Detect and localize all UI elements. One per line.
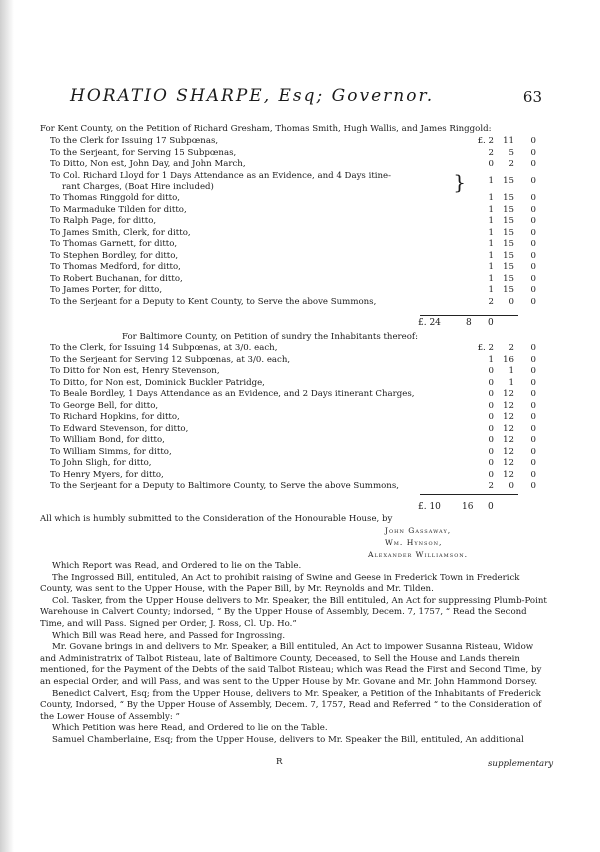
baltimore-row-label: To John Sligh, for ditto, [50, 458, 152, 468]
baltimore-row-label: To Ditto for Non est, Henry Stevenson, [50, 366, 220, 376]
kent-row-shillings: 15 [503, 262, 514, 272]
baltimore-row-label: To Henry Myers, for ditto, [50, 469, 164, 480]
kent-row-pence: 0 [530, 262, 536, 272]
kent-row-pounds: 1 [488, 273, 494, 284]
kent-row-pence: 0 [530, 239, 536, 249]
baltimore-total-shillings: 16 [462, 502, 474, 512]
baltimore-row-pence: 0 [530, 423, 536, 434]
baltimore-heading: For Baltimore County, on Petition of sundry the Inhabitants thereof: [122, 332, 418, 342]
baltimore-row-pence: 0 [530, 446, 536, 457]
baltimore-row [50, 343, 538, 354]
kent-total-rule [420, 315, 518, 316]
baltimore-row-pounds: £. 2 [477, 343, 494, 353]
kent-row [50, 216, 538, 227]
baltimore-row-shillings: 12 [503, 458, 514, 468]
proceeding-paragraph: Which Petition was here Read, and Ordered to lie on the Table. [52, 723, 328, 734]
kent-row-label: To Stephen Bordley, for ditto, [50, 250, 179, 261]
kent-row-shillings: 15 [503, 193, 514, 203]
baltimore-row-label: To George Bell, for ditto, [50, 400, 159, 411]
baltimore-row-shillings: 12 [503, 435, 514, 445]
baltimore-row-pence: 0 [530, 458, 536, 468]
kent-total-pounds: £. 24 [418, 318, 441, 328]
kent-row-pounds: 1 [488, 239, 494, 249]
baltimore-total-rule [420, 494, 518, 495]
kent-row-pence: 0 [530, 250, 536, 261]
baltimore-row [50, 366, 538, 377]
proceedings [40, 561, 550, 747]
baltimore-row-pounds: 0 [488, 469, 494, 480]
kent-row-label: To James Porter, for ditto, [50, 285, 163, 295]
baltimore-row-shillings: 2 [508, 343, 514, 353]
kent-row-shillings: 5 [508, 147, 514, 158]
kent-row-label: To Thomas Medford, for ditto, [50, 262, 181, 272]
baltimore-row [50, 447, 538, 458]
kent-row-shillings: 0 [508, 296, 514, 307]
kent-row-shillings: 15 [503, 216, 514, 226]
kent-row-pounds: 1 [488, 285, 494, 295]
baltimore-row-label: To Beale Bordley, 1 Days Attendance as an Evidence, and 2 Days itinerant Charges, [50, 389, 415, 399]
baltimore-row [50, 435, 538, 446]
kent-row-pounds: 1 [488, 204, 494, 215]
baltimore-row [50, 412, 538, 423]
baltimore-row [50, 481, 538, 492]
baltimore-row-pounds: 0 [488, 389, 494, 399]
proceeding-paragraph: Which Bill was Read here, and Passed for Ingrossing. [52, 630, 286, 641]
baltimore-row-pence: 0 [530, 354, 536, 365]
kent-row [50, 193, 538, 204]
kent-row-pence: 0 [530, 227, 536, 238]
kent-row-pence: 0 [530, 273, 536, 284]
proceeding-paragraph: Mr. Govane brings in and delivers to Mr. Speaker, a Bill entituled, An Act to impower Susanna Risteau, Widow and Administratrix of Talbot Risteau, late of Baltimore County, Deceased, to Sell the House and Lands therein mentioned, for the Payment of the Debts of the said Talbot Risteau; which was Read the First and Second Time, by an especial Order, and will Pass, and was sent to the Upper House by Mr. Govane and Mr. John Hammond Dorsey. [40, 642, 542, 687]
baltimore-row-shillings: 0 [508, 481, 514, 491]
kent-row [50, 274, 538, 285]
baltimore-row-shillings: 12 [503, 400, 514, 411]
kent-row-label: To Thomas Ringgold for ditto, [50, 193, 180, 203]
baltimore-row-pounds: 0 [488, 458, 494, 468]
kent-row [50, 285, 538, 296]
kent-row-pounds: 0 [488, 159, 494, 169]
baltimore-row-shillings: 12 [503, 412, 514, 422]
running-head: HORATIO SHARPE, Esq; Governor. [70, 86, 435, 106]
page-number: 63 [522, 88, 542, 106]
kent-row [50, 262, 538, 273]
kent-row-label: To Robert Buchanan, for ditto, [50, 273, 183, 284]
baltimore-row-pence: 0 [530, 366, 536, 376]
submission-text: All which is humbly submitted to the Consideration of the Honourable House, by [40, 514, 393, 524]
kent-row [50, 228, 538, 239]
catchword: supplementary [488, 759, 554, 769]
baltimore-row-shillings: 1 [508, 366, 514, 376]
baltimore-row [50, 401, 538, 412]
brace-mark: } [453, 169, 466, 194]
baltimore-row-label: To the Serjeant for Serving 12 Subpœnas, at 3/0. each, [50, 354, 291, 365]
baltimore-row-pence: 0 [530, 412, 536, 422]
baltimore-row [50, 378, 538, 389]
baltimore-row-label: To the Serjeant for a Deputy to Baltimore County, to Serve the above Summons, [50, 481, 399, 491]
kent-row-shillings: 15 [503, 227, 514, 238]
baltimore-row-label: To the Clerk, for Issuing 14 Subpœnas, at 3/0. each, [50, 343, 278, 353]
baltimore-row-label: To William Simms, for ditto, [50, 446, 172, 457]
proceeding-paragraph: Col. Tasker, from the Upper House delivers to Mr. Speaker, the Bill entituled, An Act for suppressing Plumb-Point Warehouse in Calvert County; indorsed, “ By the Upper House of Assembly, Decem. 7, 1757, “ Read the Second Time, and will Pass. Signed per Order, J. Ross, Cl. Up. Ho.” [40, 595, 547, 629]
baltimore-row-pence: 0 [530, 435, 536, 445]
kent-row-label: To Thomas Garnett, for ditto, [50, 239, 178, 249]
kent-row [50, 251, 538, 262]
kent-row-label: To the Clerk for Issuing 17 Subpœnas, [50, 136, 219, 146]
kent-row-label-continued: rant Charges, (Boat Hire included) [62, 181, 214, 192]
kent-total-shillings: 8 [466, 318, 472, 328]
kent-row-pence: 0 [530, 147, 536, 158]
proceeding-paragraph: The Ingrossed Bill, entituled, An Act to prohibit raising of Swine and Geese in Frederick Town in Frederick County, was sent to the Upper House, with the Paper Bill, by Mr. Reynolds and Mr. Tilden. [40, 572, 520, 595]
baltimore-row-pounds: 0 [488, 435, 494, 445]
kent-row-shillings: 15 [503, 204, 514, 215]
kent-row-pence: 0 [530, 159, 536, 169]
kent-row [50, 159, 538, 170]
baltimore-row-shillings: 12 [503, 469, 514, 480]
baltimore-row-pounds: 0 [488, 366, 494, 376]
kent-row-shillings: 11 [503, 136, 514, 146]
baltimore-row [50, 389, 538, 400]
kent-row-pounds: 1 [488, 250, 494, 261]
kent-row-shillings: 15 [503, 175, 514, 186]
kent-row-pence: 0 [530, 204, 536, 215]
kent-row-pounds: 2 [488, 296, 494, 307]
kent-row-pounds: 1 [488, 262, 494, 272]
kent-row-pence: 0 [530, 193, 536, 203]
kent-row-label: To Col. Richard Lloyd for 1 Days Attendance as an Evidence, and 4 Days itine- [50, 170, 392, 181]
kent-row-pence: 0 [530, 136, 536, 146]
baltimore-row-label: To Edward Stevenson, for ditto, [50, 423, 189, 434]
kent-row [50, 239, 538, 250]
baltimore-row-pounds: 1 [488, 354, 494, 365]
baltimore-row-pence: 0 [530, 469, 536, 480]
baltimore-row-pounds: 0 [488, 400, 494, 411]
kent-row-pounds: 2 [488, 147, 494, 158]
baltimore-row-pounds: 2 [488, 481, 494, 491]
kent-row [50, 171, 538, 193]
baltimore-row-shillings: 12 [503, 389, 514, 399]
kent-total-pence: 0 [488, 318, 494, 328]
kent-row-pence: 0 [530, 285, 536, 295]
kent-row-pounds: 1 [488, 193, 494, 203]
proceeding-paragraph: Samuel Chamberlaine, Esq; from the Upper House, delivers to Mr. Speaker the Bill, entituled, An additional [52, 734, 524, 745]
baltimore-row-shillings: 1 [508, 377, 514, 388]
kent-row-pence: 0 [530, 296, 536, 307]
kent-row-pounds: 1 [488, 175, 494, 186]
signatory-1: John Gassaway, [385, 526, 452, 535]
kent-row-label: To Marmaduke Tilden for ditto, [50, 204, 187, 215]
baltimore-row-pence: 0 [530, 389, 536, 399]
kent-row-label: To Ralph Page, for ditto, [50, 216, 157, 226]
baltimore-row-pounds: 0 [488, 446, 494, 457]
baltimore-row-pounds: 0 [488, 423, 494, 434]
kent-row-label: To the Serjeant, for Serving 15 Subpœnas, [50, 147, 237, 158]
kent-row [50, 297, 538, 308]
baltimore-row-shillings: 16 [503, 354, 514, 365]
kent-row-pence: 0 [530, 175, 536, 186]
baltimore-row-pounds: 0 [488, 412, 494, 422]
kent-row-shillings: 2 [508, 159, 514, 169]
baltimore-row [50, 355, 538, 366]
baltimore-row-shillings: 12 [503, 446, 514, 457]
baltimore-row-pounds: 0 [488, 377, 494, 388]
baltimore-row [50, 458, 538, 469]
signature-mark: R [276, 757, 283, 767]
proceeding-paragraph: Benedict Calvert, Esq; from the Upper House, delivers to Mr. Speaker, a Petition of the Inhabitants of Frederick County, Indorsed, “ By the Upper House of Assembly, Decem. 7, 1757, Read and Referred “ to the Consideration of the Lower House of Assembly: ” [40, 688, 542, 722]
kent-heading: For Kent County, on the Petition of Richard Gresham, Thomas Smith, Hugh Wallis, and James Ringgold: [40, 124, 492, 134]
baltimore-row-pence: 0 [530, 400, 536, 411]
binding-shadow [0, 0, 14, 852]
kent-row-pence: 0 [530, 216, 536, 226]
baltimore-row-label: To William Bond, for ditto, [50, 435, 165, 445]
signatory-3: Alexander Williamson. [368, 550, 469, 559]
baltimore-row [50, 470, 538, 481]
baltimore-row-pence: 0 [530, 377, 536, 388]
kent-row-shillings: 15 [503, 250, 514, 261]
kent-row-label: To Ditto, Non est, John Day, and John March, [50, 159, 246, 169]
baltimore-row-pence: 0 [530, 481, 536, 491]
kent-row-shillings: 15 [503, 273, 514, 284]
kent-row [50, 205, 538, 216]
kent-row [50, 148, 538, 159]
baltimore-row-label: To Richard Hopkins, for ditto, [50, 412, 180, 422]
baltimore-row-pence: 0 [530, 343, 536, 353]
kent-row-pounds: £. 2 [477, 136, 494, 146]
kent-row-shillings: 15 [503, 285, 514, 295]
baltimore-total-pounds: £. 10 [418, 502, 441, 512]
baltimore-total-pence: 0 [488, 502, 494, 512]
kent-row-label: To James Smith, Clerk, for ditto, [50, 227, 191, 238]
signatory-2: Wm. Hynson, [385, 538, 443, 547]
kent-row-pounds: 1 [488, 227, 494, 238]
baltimore-row-shillings: 12 [503, 423, 514, 434]
baltimore-row-label: To Ditto, for Non est, Dominick Buckler Patridge, [50, 377, 265, 388]
baltimore-row [50, 424, 538, 435]
kent-row-pounds: 1 [488, 216, 494, 226]
kent-row [50, 136, 538, 147]
kent-row-shillings: 15 [503, 239, 514, 249]
proceeding-paragraph: Which Report was Read, and Ordered to lie on the Table. [52, 561, 302, 571]
kent-row-label: To the Serjeant for a Deputy to Kent County, to Serve the above Summons, [50, 296, 377, 307]
